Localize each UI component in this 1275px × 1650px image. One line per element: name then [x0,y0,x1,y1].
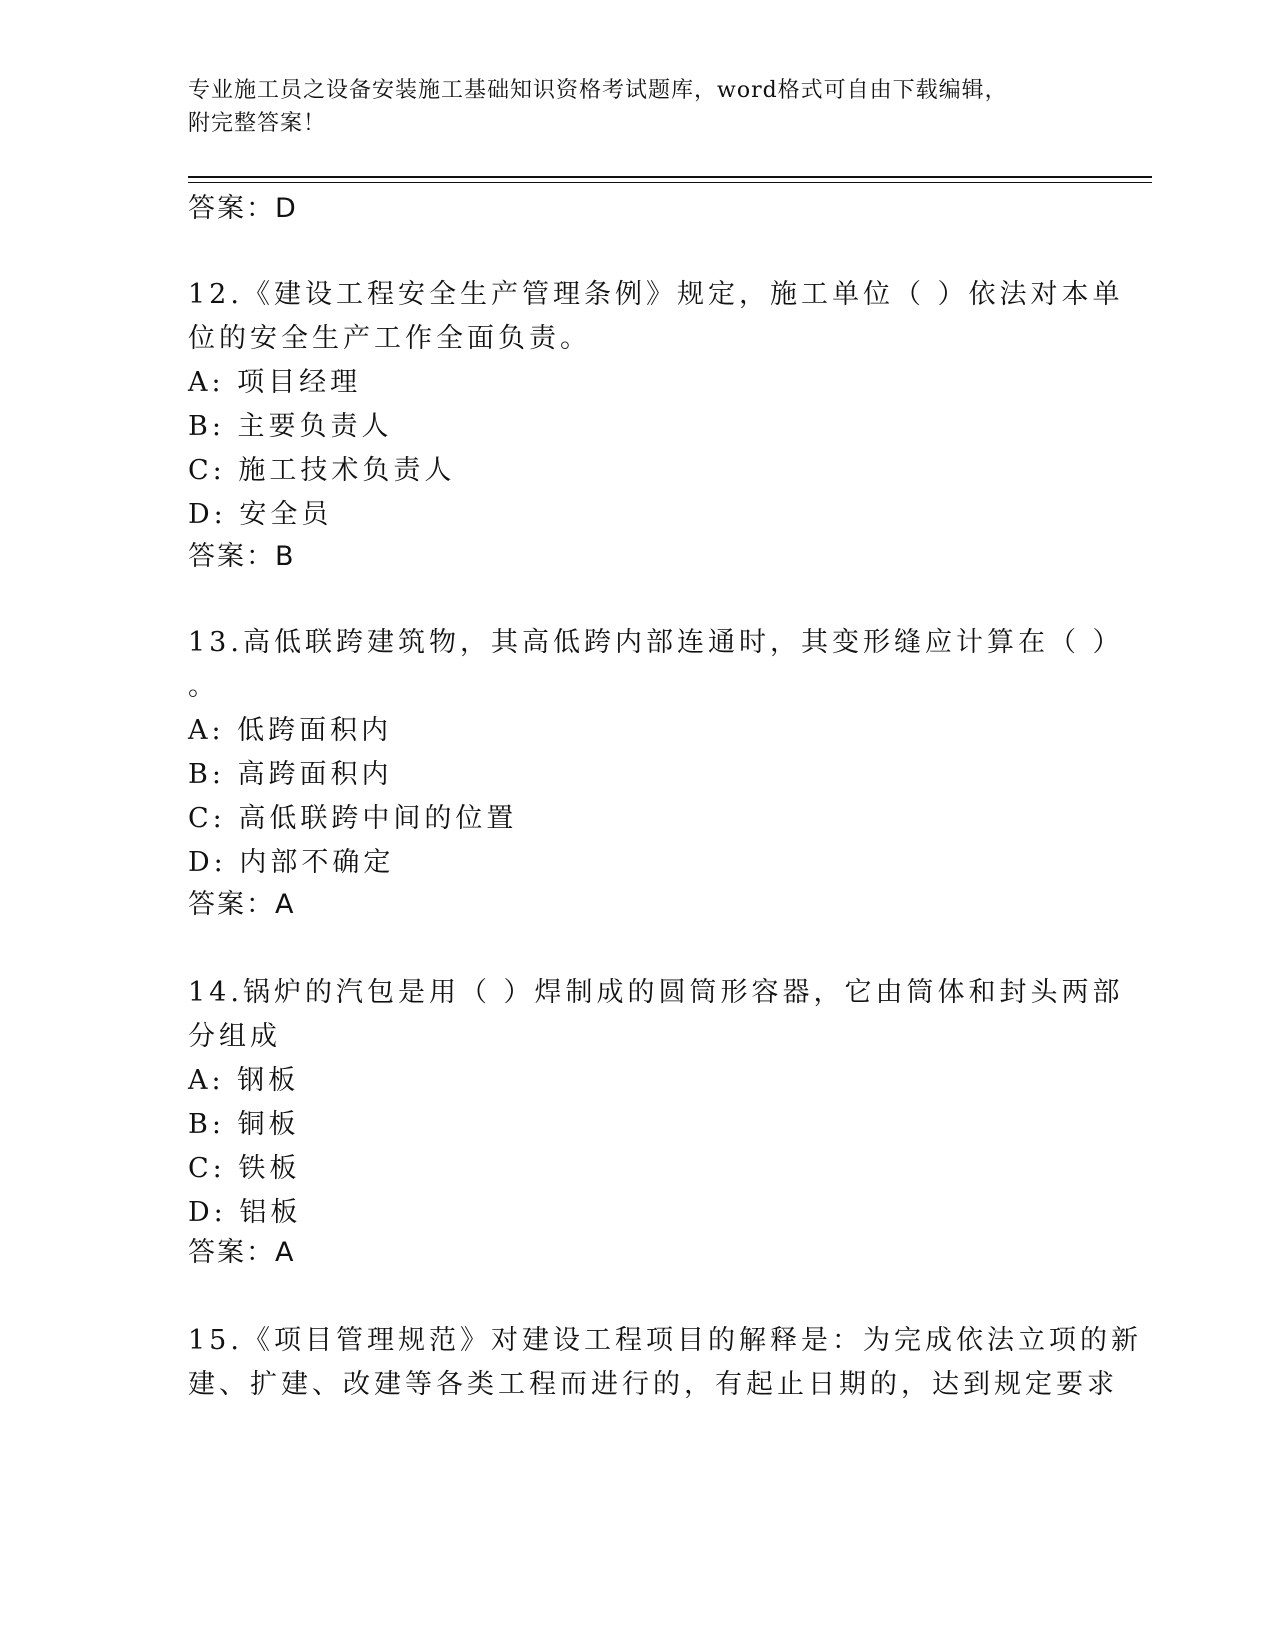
question-12-option-b: B: 主要负责人 [188,411,393,442]
question-13-option-c: C: 高低联跨中间的位置 [188,803,518,834]
question-14-option-b: B: 铜板 [188,1109,300,1140]
question-12-stem-line-1: 12.《建设工程安全生产管理条例》规定，施工单位（ ）依法对本单 [188,279,1124,310]
question-13-option-a: A: 低跨面积内 [188,715,393,746]
question-14-option-c: C: 铁板 [188,1153,301,1184]
question-14-stem-line-1: 14.锅炉的汽包是用（ ）焊制成的圆筒形容器，它由筒体和封头两部 [188,977,1124,1008]
question-14-stem-line-2: 分组成 [188,1021,281,1052]
question-13-stem-line-1: 13.高低联跨建筑物，其高低跨内部连通时，其变形缝应计算在（ ） [188,627,1124,658]
question-13-answer: 答案：A [188,889,296,920]
document-header [188,74,1068,140]
question-14-option-d: D: 铝板 [188,1197,302,1228]
question-12-option-c: C: 施工技术负责人 [188,455,456,486]
previous-answer: 答案：D [188,193,298,224]
question-12-option-d: D: 安全员 [188,499,333,530]
header-line-2: 附完整答案！ [188,111,327,136]
question-12-stem-line-2: 位的安全生产工作全面负责。 [188,323,591,354]
question-15-stem-line-1: 15.《项目管理规范》对建设工程项目的解释是：为完成依法立项的新 [188,1325,1142,1356]
question-12-answer: 答案：B [188,541,296,572]
header-rule-thick [188,176,1152,178]
question-13-stem-line-2: 。 [188,671,219,702]
question-13-option-b: B: 高跨面积内 [188,759,393,790]
question-13-option-d: D: 内部不确定 [188,847,395,878]
header-line-1: 专业施工员之设备安装施工基础知识资格考试题库，word格式可自由下载编辑， [188,78,1008,103]
question-15-stem-line-2: 建、扩建、改建等各类工程而进行的，有起止日期的，达到规定要求 [188,1369,1118,1400]
header-rule-thin [188,182,1152,183]
question-14-answer: 答案：A [188,1237,296,1268]
question-14-option-a: A: 钢板 [188,1065,300,1096]
question-12-option-a: A: 项目经理 [188,367,362,398]
